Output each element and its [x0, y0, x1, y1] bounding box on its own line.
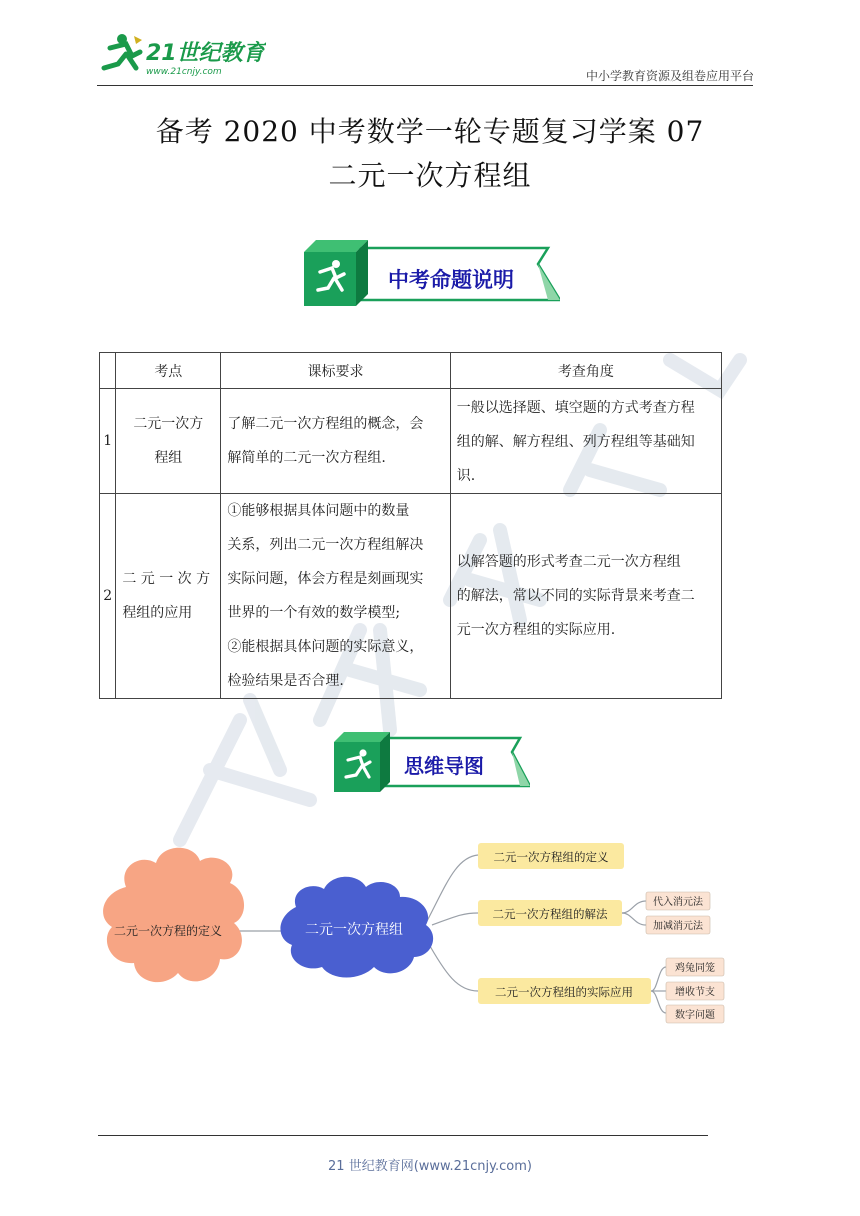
svg-text:代入消元法: 代入消元法	[653, 897, 703, 908]
cell-line: 了解二元一次方程组的概念，会	[227, 416, 424, 432]
svg-text:二元一次方程组的解法: 二元一次方程组的解法	[492, 907, 608, 921]
table-header-angle: 考查角度	[450, 353, 721, 389]
cloud-left-node	[103, 848, 244, 982]
cell-line: 以解答题的形式考查二元一次方程组	[456, 554, 681, 570]
section-banner-mind-map	[330, 730, 530, 796]
branch-node-definition	[478, 843, 624, 869]
cell-line: ①能够根据具体问题中的数量	[227, 503, 410, 519]
cell-line: 一般以选择题、填空题的方式考查方程	[456, 400, 695, 416]
svg-text:二元一次方程组的定义: 二元一次方程组的定义	[493, 850, 609, 864]
cell-line: 组的解、解方程组、列方程组等基础知	[456, 434, 695, 450]
header-divider	[97, 85, 753, 86]
site-logo	[96, 30, 266, 78]
cell-line: 检验结果是否合理.	[227, 673, 344, 689]
cell-line: 二元一次方	[133, 416, 204, 432]
row-point	[116, 494, 221, 699]
cell-line: 世界的一个有效的数学模型;	[227, 605, 401, 621]
row-number: 1	[100, 389, 116, 494]
banner-title-mind-map: 思维导图	[404, 754, 484, 778]
table-row	[100, 494, 722, 699]
mind-map	[96, 825, 736, 1035]
footer-divider	[98, 1135, 708, 1136]
table-header-point: 考点	[116, 353, 221, 389]
section-banner-exam-desc	[298, 238, 560, 310]
branch-node-solution	[478, 900, 622, 926]
leaf-node	[646, 916, 710, 934]
svg-text:21世纪教育: 21世纪教育	[146, 41, 265, 66]
row-angle	[450, 494, 721, 699]
svg-text:二元一次方程组的实际应用: 二元一次方程组的实际应用	[495, 985, 633, 999]
table-header-row	[100, 353, 722, 389]
footer-link[interactable]: 21 世纪教育网(www.21cnjy.com)	[328, 1159, 532, 1174]
leaf-node	[666, 1005, 724, 1023]
row-requirement	[221, 389, 450, 494]
header-platform-text: 中小学教育资源及组卷应用平台	[585, 69, 754, 83]
cell-line: 识.	[456, 468, 476, 484]
leaf-node	[666, 958, 724, 976]
leaf-node	[646, 892, 710, 910]
row-number: 2	[100, 494, 116, 699]
cell-line: 关系，列出二元一次方程组解决	[227, 537, 424, 553]
cell-line: 元一次方程组的实际应用.	[456, 622, 616, 638]
cell-line: 实际问题，体会方程是刻画现实	[227, 571, 424, 587]
cell-line: 程组	[154, 450, 183, 466]
cloud-left-label: 二元一次方程的定义	[113, 924, 223, 938]
table-header-requirement: 课标要求	[221, 353, 450, 389]
cloud-center-node	[280, 877, 433, 978]
leaf-node	[666, 982, 724, 1000]
svg-text:www.21cnjy.com: www.21cnjy.com	[146, 67, 222, 77]
row-angle	[450, 389, 721, 494]
page-title-line1: 备考 2020 中考数学一轮专题复习学案 07	[155, 115, 705, 148]
cell-line: ②能根据具体问题的实际意义，	[227, 639, 424, 655]
cloud-center-label: 二元一次方程组	[305, 922, 403, 938]
svg-text:数字问题: 数字问题	[675, 1010, 715, 1021]
cell-line: 的解法，常以不同的实际背景来考查二	[456, 588, 695, 604]
branch-node-application	[478, 978, 651, 1004]
svg-text:鸡兔同笼: 鸡兔同笼	[675, 963, 715, 974]
cell-line: 解简单的二元一次方程组.	[227, 450, 386, 466]
requirements-table	[99, 352, 722, 699]
table-header-num	[100, 353, 116, 389]
row-point	[116, 389, 221, 494]
cell-line: 程组的应用	[122, 605, 193, 621]
row-requirement	[221, 494, 450, 699]
banner-title-exam-desc: 中考命题说明	[388, 268, 514, 292]
svg-text:增收节支: 增收节支	[675, 987, 715, 998]
page-title-line2: 二元一次方程组	[328, 159, 532, 192]
cell-line: 二 元 一 次 方	[122, 571, 211, 587]
table-row	[100, 389, 722, 494]
svg-text:加减消元法: 加减消元法	[653, 921, 703, 932]
